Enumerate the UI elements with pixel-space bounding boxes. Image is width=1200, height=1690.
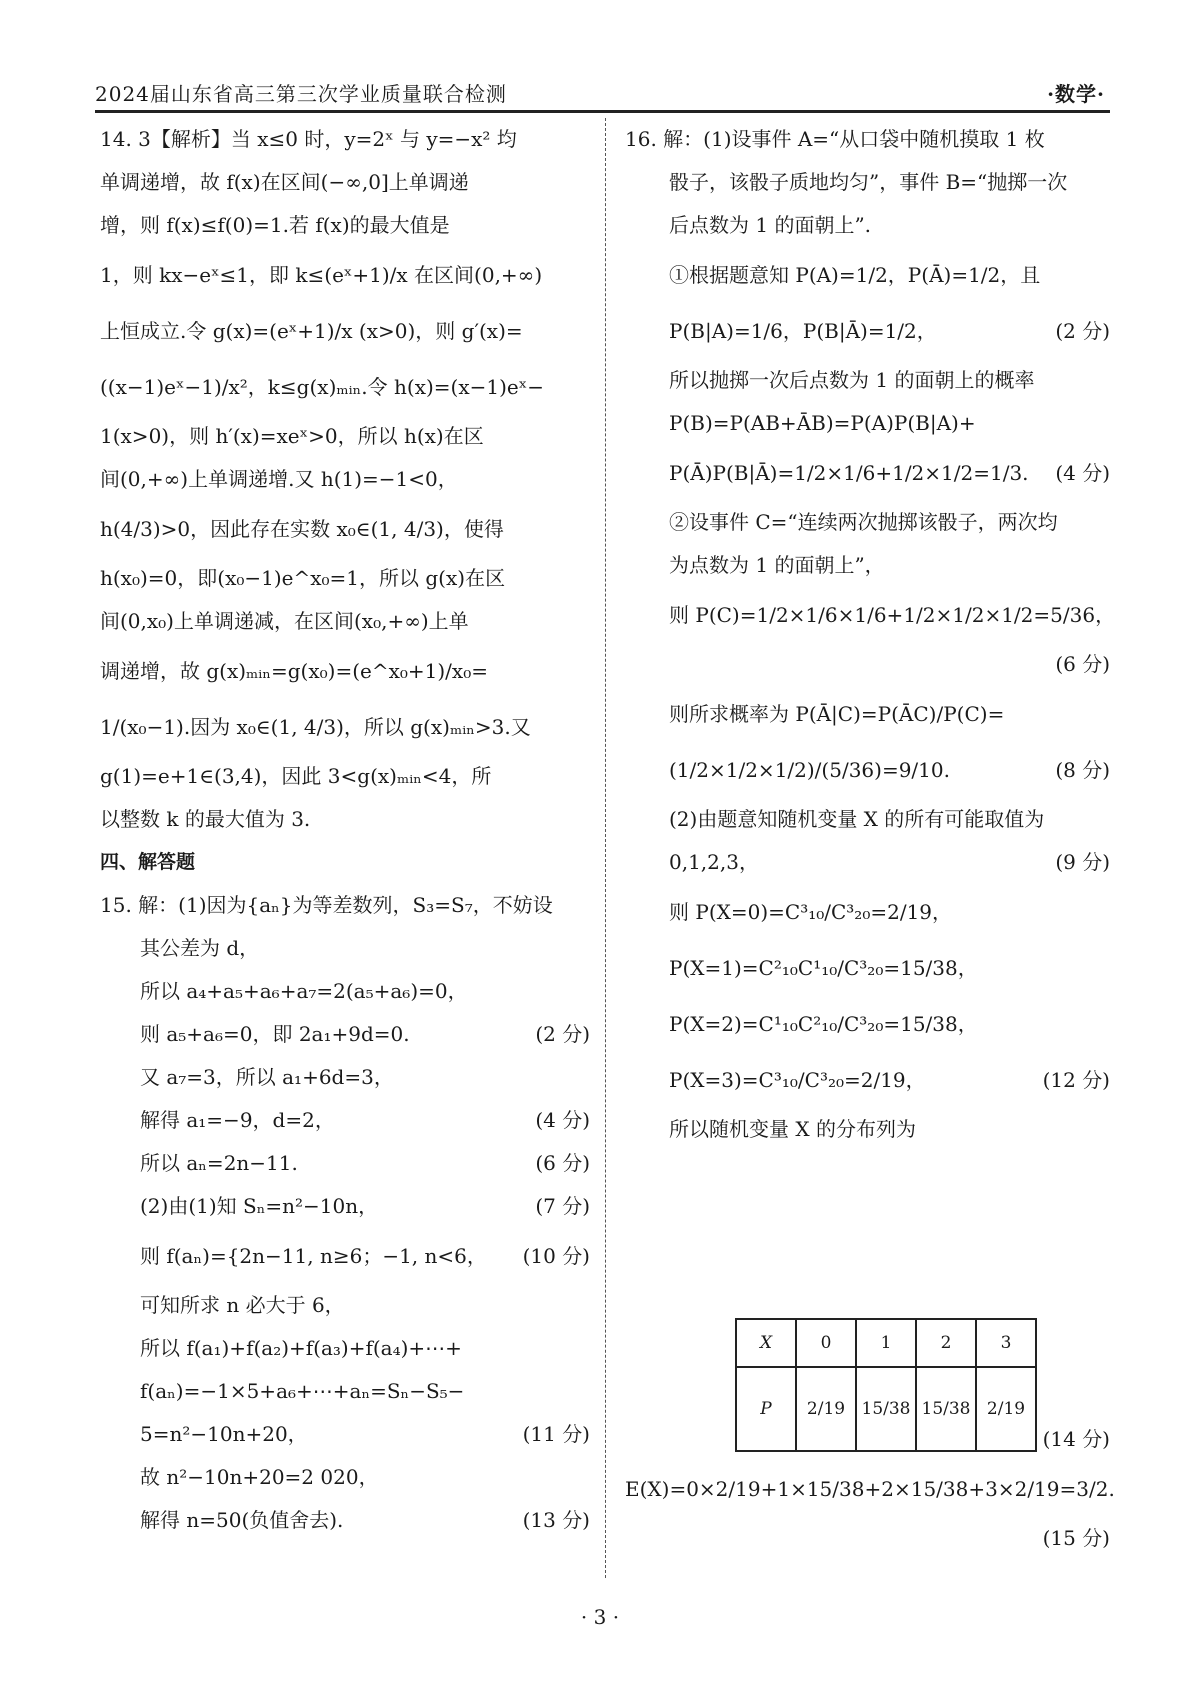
line-text: P(X=2)=C¹₁₀C²₁₀/C³₂₀=15/38， bbox=[669, 1012, 978, 1036]
score-label: (15 分) bbox=[1042, 1526, 1110, 1550]
text-line bbox=[100, 1228, 590, 1284]
line-text: P(Ā)P(B|Ā)=1/2×1/6+1/2×1/2=1/3. bbox=[669, 461, 1029, 485]
text-line bbox=[625, 996, 1110, 1052]
line-text: 又 a₇=3，所以 a₁+6d=3， bbox=[140, 1065, 394, 1089]
line-text: P(B)=P(AB+ĀB)=P(A)P(B|A)+ bbox=[669, 411, 976, 435]
line-text: 上恒成立.令 g(x)=(eˣ+1)/x (x>0)，则 g′(x)= bbox=[100, 319, 523, 343]
text-line bbox=[625, 1418, 1110, 1461]
line-text: (2)由(1)知 Sₙ=n²−10n， bbox=[140, 1194, 379, 1218]
score-label: (6 分) bbox=[1055, 652, 1110, 676]
text-line bbox=[100, 643, 590, 699]
line-text: 14. 3【解析】当 x≤0 时，y=2ˣ 与 y=−x² 均 bbox=[100, 127, 517, 151]
line-text: 16. 解：(1)设事件 A=“从口袋中随机摸取 1 枚 bbox=[625, 127, 1045, 151]
left-column bbox=[100, 118, 590, 1542]
text-line bbox=[625, 841, 1110, 884]
text-line bbox=[625, 940, 1110, 996]
text-line bbox=[100, 1099, 590, 1142]
line-text: 则 a₅+a₆=0，即 2a₁+9d=0. bbox=[140, 1022, 410, 1046]
text-line bbox=[625, 1052, 1110, 1108]
text-line bbox=[625, 303, 1110, 359]
table-cell: X bbox=[736, 1319, 796, 1367]
line-text: 15. 解：(1)因为{aₙ}为等差数列，S₃=S₇，不妨设 bbox=[100, 893, 553, 917]
line-text: 为点数为 1 的面朝上”， bbox=[669, 553, 885, 577]
text-line bbox=[100, 501, 590, 557]
column-divider bbox=[605, 118, 606, 1578]
text-line bbox=[100, 699, 590, 755]
score-label: (4 分) bbox=[535, 1108, 590, 1132]
text-line bbox=[100, 970, 590, 1013]
score-label: (11 分) bbox=[522, 1422, 590, 1446]
text-line bbox=[625, 544, 1110, 587]
line-text: 所以随机变量 X 的分布列为 bbox=[669, 1117, 916, 1141]
line-text: 5=n²−10n+20， bbox=[140, 1422, 308, 1446]
line-text: 调递增，故 g(x)ₘᵢₙ=g(x₀)=(e^x₀+1)/x₀= bbox=[100, 659, 488, 683]
text-line bbox=[625, 445, 1110, 501]
table-cell: 15/38 bbox=[916, 1367, 976, 1451]
line-text: 单调递增，故 f(x)在区间(−∞,0]上单调递 bbox=[100, 170, 469, 194]
line-text: P(X=3)=C³₁₀/C³₂₀=2/19， bbox=[669, 1068, 926, 1092]
line-text: P(X=1)=C²₁₀C¹₁₀/C³₂₀=15/38， bbox=[669, 956, 978, 980]
line-text: 间(0,+∞)上单调递增.又 h(1)=−1<0， bbox=[100, 467, 458, 491]
line-text: 解得 n=50(负值舍去). bbox=[140, 1508, 344, 1532]
line-text: P(B|A)=1/6，P(B|Ā)=1/2， bbox=[669, 319, 937, 343]
line-text: 间(0,x₀)上单调递减，在区间(x₀,+∞)上单 bbox=[100, 609, 469, 633]
text-line bbox=[100, 1413, 590, 1456]
score-label: (2 分) bbox=[1055, 319, 1110, 343]
line-text: 所以 a₄+a₅+a₆+a₇=2(a₅+a₆)=0， bbox=[140, 979, 468, 1003]
line-text: 1，则 kx−eˣ≤1，即 k≤(eˣ+1)/x 在区间(0,+∞) bbox=[100, 263, 543, 287]
text-line bbox=[625, 402, 1110, 445]
table-cell: 0 bbox=[796, 1319, 856, 1367]
line-text: f(aₙ)=−1×5+a₆+⋯+aₙ=Sₙ−S₅− bbox=[140, 1379, 465, 1403]
expectation-block bbox=[625, 1418, 1115, 1560]
line-text: ②设事件 C=“连续两次抛掷该骰子，两次均 bbox=[669, 510, 1058, 534]
text-line bbox=[625, 686, 1110, 742]
score-label: (12 分) bbox=[1042, 1068, 1110, 1092]
text-line bbox=[100, 247, 590, 303]
header-rule bbox=[95, 110, 1110, 113]
text-line bbox=[100, 798, 590, 841]
text-line bbox=[625, 884, 1110, 940]
text-line bbox=[100, 557, 590, 600]
text-line bbox=[625, 798, 1110, 841]
line-text: 1(x>0)，则 h′(x)=xeˣ>0，所以 h(x)在区 bbox=[100, 424, 484, 448]
line-text: 四、解答题 bbox=[100, 851, 196, 873]
line-text: 增，则 f(x)≤f(0)=1.若 f(x)的最大值是 bbox=[100, 213, 450, 237]
score-label: (7 分) bbox=[535, 1194, 590, 1218]
line-text: 则 P(C)=1/2×1/6×1/6+1/2×1/2×1/2=5/36， bbox=[669, 603, 1116, 627]
text-line bbox=[625, 643, 1110, 686]
line-text: ①根据题意知 P(A)=1/2，P(Ā)=1/2，且 bbox=[669, 263, 1041, 287]
text-line bbox=[625, 247, 1110, 303]
text-line bbox=[100, 600, 590, 643]
line-text: 则 P(X=0)=C³₁₀/C³₂₀=2/19， bbox=[669, 900, 953, 924]
table-cell: P bbox=[736, 1367, 796, 1451]
text-line bbox=[625, 1108, 1110, 1151]
text-line bbox=[625, 204, 1110, 247]
text-line bbox=[625, 359, 1110, 402]
text-line bbox=[100, 1327, 590, 1370]
text-line bbox=[100, 1499, 590, 1542]
text-line bbox=[625, 742, 1110, 798]
text-line bbox=[100, 884, 590, 927]
line-text: 其公差为 d， bbox=[140, 936, 260, 960]
text-line bbox=[100, 161, 590, 204]
score-label: (4 分) bbox=[1055, 461, 1110, 485]
line-text: (2)由题意知随机变量 X 的所有可能取值为 bbox=[669, 807, 1045, 831]
line-text: 以整数 k 的最大值为 3. bbox=[100, 807, 311, 831]
text-line bbox=[100, 1456, 590, 1499]
text-line bbox=[100, 1370, 590, 1413]
text-line bbox=[625, 1461, 1115, 1517]
line-text: 所以 aₙ=2n−11. bbox=[140, 1151, 298, 1175]
right-column bbox=[625, 118, 1116, 1151]
line-text: h(x₀)=0，即(x₀−1)e^x₀=1，所以 g(x)在区 bbox=[100, 566, 506, 590]
score-label: (13 分) bbox=[522, 1508, 590, 1532]
table-cell: 3 bbox=[976, 1319, 1036, 1367]
text-line bbox=[625, 118, 1110, 161]
table-cell: 1 bbox=[856, 1319, 916, 1367]
text-line bbox=[100, 303, 590, 359]
text-line bbox=[100, 755, 590, 798]
line-text: 所以抛掷一次后点数为 1 的面朝上的概率 bbox=[669, 368, 1035, 392]
table-cell: 15/38 bbox=[856, 1367, 916, 1451]
page-number: · 3 · bbox=[580, 1605, 620, 1629]
text-line bbox=[100, 415, 590, 458]
text-line bbox=[100, 204, 590, 247]
text-line bbox=[100, 1142, 590, 1185]
line-text: 则 f(aₙ)={2n−11, n≥6；−1, n<6， bbox=[140, 1244, 487, 1268]
score-label: (6 分) bbox=[535, 1151, 590, 1175]
text-line bbox=[625, 501, 1110, 544]
table-cell: 2 bbox=[916, 1319, 976, 1367]
line-text: 0,1,2,3， bbox=[669, 850, 759, 874]
line-text: (1/2×1/2×1/2)/(5/36)=9/10. bbox=[669, 758, 950, 782]
line-text: 骰子，该骰子质地均匀”，事件 B=“抛掷一次 bbox=[669, 170, 1068, 194]
line-text: 则所求概率为 P(Ā|C)=P(ĀC)/P(C)= bbox=[669, 702, 1005, 726]
score-label: (14 分) bbox=[1042, 1427, 1110, 1451]
line-text: 1/(x₀−1).因为 x₀∈(1, 4/3)，所以 g(x)ₘᵢₙ>3.又 bbox=[100, 715, 531, 739]
text-line bbox=[100, 1284, 590, 1327]
text-line bbox=[625, 161, 1110, 204]
text-line bbox=[625, 587, 1116, 643]
line-text: 所以 f(a₁)+f(a₂)+f(a₃)+f(a₄)+⋯+ bbox=[140, 1336, 462, 1360]
score-label: (10 分) bbox=[522, 1244, 590, 1268]
expectation-formula: E(X)=0×2/19+1×15/38+2×15/38+3×2/19=3/2. bbox=[625, 1477, 1115, 1501]
line-text: 后点数为 1 的面朝上”. bbox=[669, 213, 872, 237]
score-label: (9 分) bbox=[1055, 850, 1110, 874]
exam-title: 2024届山东省高三第三次学业质量联合检测 bbox=[95, 82, 507, 106]
text-line bbox=[625, 1517, 1110, 1560]
score-label: (2 分) bbox=[535, 1022, 590, 1046]
section-heading bbox=[100, 841, 590, 884]
subject-label: ·数学· bbox=[1047, 82, 1105, 106]
table-cell: 2/19 bbox=[976, 1367, 1036, 1451]
score-label: (8 分) bbox=[1055, 758, 1110, 782]
text-line bbox=[100, 359, 590, 415]
line-text: 解得 a₁=−9，d=2， bbox=[140, 1108, 335, 1132]
text-line bbox=[100, 1056, 590, 1099]
text-line bbox=[100, 1013, 590, 1056]
text-line bbox=[100, 118, 590, 161]
line-text: 故 n²−10n+20=2 020， bbox=[140, 1465, 379, 1489]
line-text: 可知所求 n 必大于 6， bbox=[140, 1293, 345, 1317]
table-row bbox=[736, 1319, 1036, 1367]
text-line bbox=[100, 927, 590, 970]
line-text: h(4/3)>0，因此存在实数 x₀∈(1, 4/3)，使得 bbox=[100, 517, 504, 541]
line-text: ((x−1)eˣ−1)/x²，k≤g(x)ₘᵢₙ.令 h(x)=(x−1)eˣ− bbox=[100, 375, 544, 399]
line-text: g(1)=e+1∈(3,4)，因此 3<g(x)ₘᵢₙ<4，所 bbox=[100, 764, 492, 788]
text-line bbox=[100, 1185, 590, 1228]
table-cell: 2/19 bbox=[796, 1367, 856, 1451]
text-line bbox=[100, 458, 590, 501]
